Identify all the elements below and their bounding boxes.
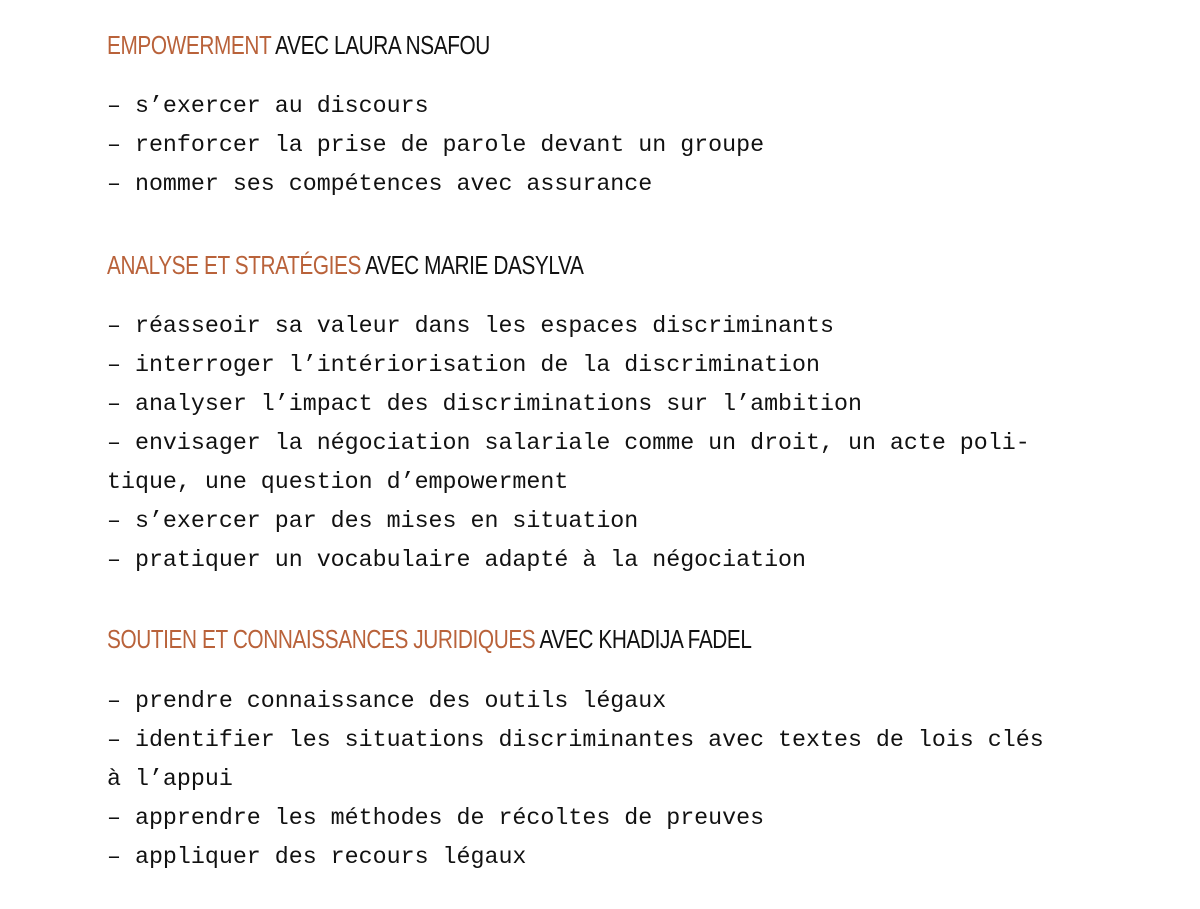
list-item: – analyser l’impact des discriminations sur l’ambition — [107, 391, 862, 417]
section-heading-soutien — [107, 626, 752, 652]
list-item: – s’exercer par des mises en situation — [107, 508, 639, 534]
list-item: – renforcer la prise de parole devant un groupe — [107, 132, 765, 158]
list-item: – nommer ses compétences avec assurance — [107, 171, 653, 197]
section-heading-analyse — [107, 252, 583, 278]
list-item: – prendre connaissance des outils légaux — [107, 688, 667, 714]
section-heading-empowerment — [107, 32, 490, 58]
section-list-empowerment — [107, 87, 764, 204]
section-heading-accent: EMPOWERMENT — [107, 30, 271, 60]
list-item: à l’appui — [107, 766, 233, 792]
section-heading-speaker: AVEC MARIE DASYLVA — [360, 250, 584, 280]
list-item: – envisager la négociation salariale comme un droit, un acte poli- — [107, 430, 1030, 456]
list-item: – apprendre les méthodes de récoltes de preuves — [107, 805, 765, 831]
section-heading-accent: SOUTIEN ET CONNAISSANCES JURIDIQUES — [107, 624, 536, 654]
section-heading-accent: ANALYSE ET STRATÉGIES — [107, 250, 361, 280]
list-item: – réasseoir sa valeur dans les espaces discriminants — [107, 313, 834, 339]
list-item: – pratiquer un vocabulaire adapté à la négociation — [107, 547, 807, 573]
list-item: – identifier les situations discriminantes avec textes de lois clés — [107, 727, 1044, 753]
section-list-analyse — [107, 307, 1030, 580]
section-list-soutien — [107, 682, 1044, 877]
section-heading-speaker: AVEC KHADIJA FADEL — [535, 624, 752, 654]
list-item: – s’exercer au discours — [107, 93, 429, 119]
list-item: – interroger l’intériorisation de la discrimination — [107, 352, 821, 378]
section-heading-speaker: AVEC LAURA NSAFOU — [270, 30, 490, 60]
list-item: – appliquer des recours légaux — [107, 844, 527, 870]
list-item: tique, une question d’empowerment — [107, 469, 569, 495]
